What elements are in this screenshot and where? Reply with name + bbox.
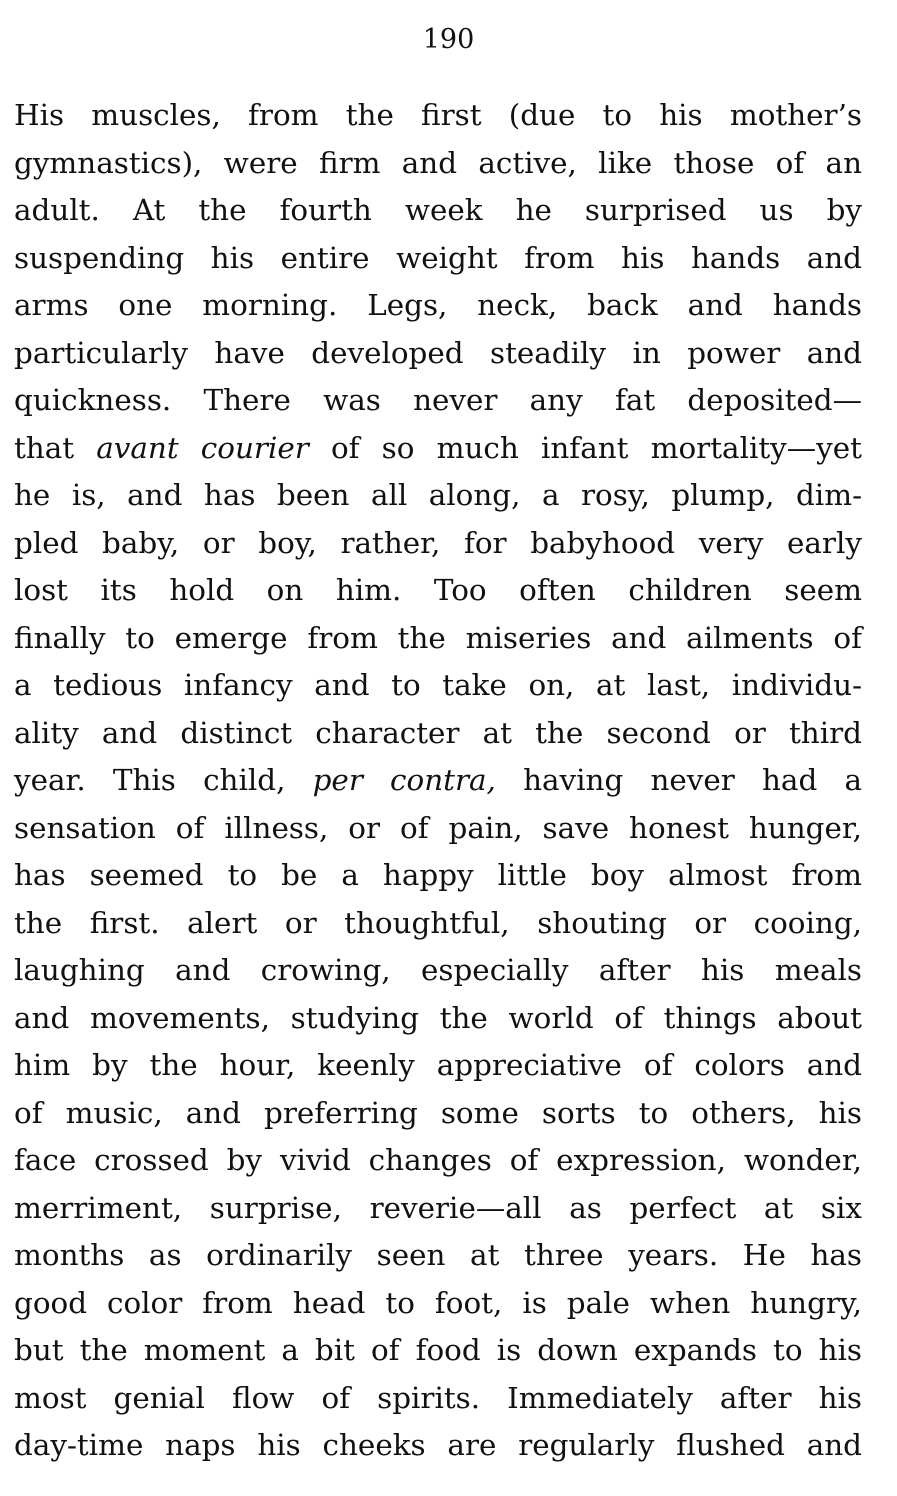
text-line: ality and distinct character at the second or third bbox=[14, 715, 862, 750]
text-line: quickness. There was never any fat deposited— bbox=[14, 383, 862, 417]
text-line: suspending his entire weight from his hands and bbox=[14, 240, 862, 275]
text-line: the first. alert or thoughtful, shouting or cooing, bbox=[14, 905, 862, 940]
text-line: face crossed by vivid changes of expression, wonder, bbox=[14, 1143, 862, 1177]
text-line: he is, and has been all along, a rosy, plump, dim- bbox=[14, 478, 862, 512]
text-line: day-time naps his cheeks are regularly flushed and bbox=[14, 1428, 862, 1462]
text-line: that avant courier of so much infant mortality—yet bbox=[14, 430, 862, 465]
text-line: a tedious infancy and to take on, at last, individu- bbox=[14, 668, 862, 702]
text-line: most genial flow of spirits. Immediately after his bbox=[14, 1380, 862, 1415]
text-line: particularly have developed steadily in power and bbox=[14, 335, 862, 370]
text-line: adult. At the fourth week he surprised us by bbox=[14, 193, 862, 227]
text-line: him by the hour, keenly appreciative of colors and bbox=[14, 1048, 862, 1082]
page-number: 190 bbox=[422, 24, 475, 55]
text-line: has seemed to be a happy little boy almost from bbox=[14, 858, 862, 892]
text-line: His muscles, from the first (due to his mother’s bbox=[14, 98, 862, 132]
text-line: arms one morning. Legs, neck, back and hands bbox=[14, 288, 862, 322]
text-line: laughing and crowing, especially after his meals bbox=[14, 953, 862, 987]
text-line: pled baby, or boy, rather, for babyhood very early bbox=[14, 525, 862, 560]
text-line: gymnastics), were firm and active, like those of an bbox=[14, 145, 862, 180]
body-text bbox=[14, 92, 862, 1470]
text-line: lost its hold on him. Too often children seem bbox=[14, 573, 862, 607]
text-line: and movements, studying the world of things about bbox=[14, 1000, 862, 1035]
text-line: finally to emerge from the miseries and ailments of bbox=[14, 620, 862, 655]
text-line: months as ordinarily seen at three years. He has bbox=[14, 1238, 862, 1272]
text-line: year. This child, per contra, having never had a bbox=[14, 763, 862, 797]
text-line: sensation of illness, or of pain, save honest hunger, bbox=[14, 810, 862, 845]
text-line: of music, and preferring some sorts to others, his bbox=[14, 1095, 862, 1130]
text-line: merriment, surprise, reverie—all as perfect at six bbox=[14, 1190, 862, 1225]
text-line: good color from head to foot, is pale when hungry, bbox=[14, 1285, 862, 1320]
text-line: but the moment a bit of food is down expands to his bbox=[14, 1333, 862, 1367]
italic-phrase: per contra, bbox=[312, 763, 496, 797]
italic-phrase: avant courier bbox=[96, 430, 309, 465]
